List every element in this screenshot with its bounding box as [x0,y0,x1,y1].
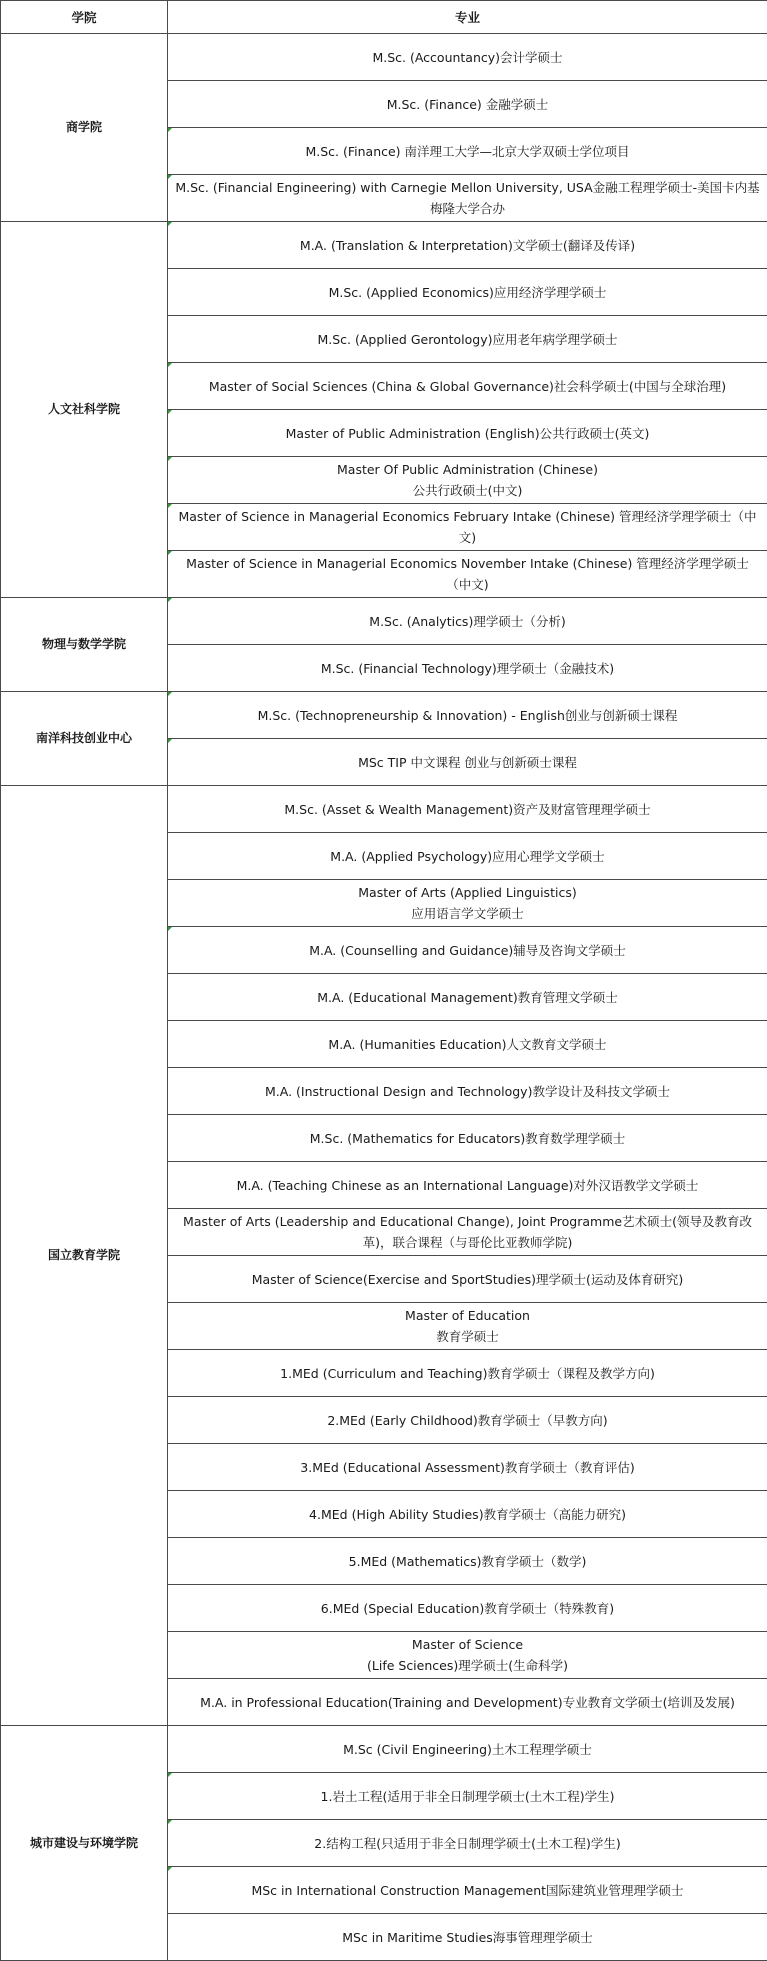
major-name: M.Sc. (Applied Gerontology)应用老年病学理学硕士 [168,316,767,363]
major-name: Master of Social Sciences (China & Global Governance)社会科学硕士(中国与全球治理) [168,363,767,410]
major-name: 3.MEd (Educational Assessment)教育学硕士（教育评估) [168,1444,767,1491]
major-name: M.Sc (Civil Engineering)土木工程理学硕士 [168,1726,767,1773]
major-name: M.A. (Teaching Chinese as an International Language)对外汉语教学文学硕士 [168,1162,767,1209]
major-name: 1.MEd (Curriculum and Teaching)教育学硕士（课程及教学方向) [168,1350,767,1397]
table-row [1,1726,767,1773]
major-name: M.Sc. (Financial Engineering) with Carnegie Mellon University, USA金融工程理学硕士-美国卡内基梅隆大学合办 [168,175,767,222]
college-name: 物理与数学学院 [1,598,168,692]
college-name: 人文社科学院 [1,222,168,598]
major-name: Master of Science(Exercise and SportStudies)理学硕士(运动及体育研究) [168,1256,767,1303]
major-name: M.A. in Professional Education(Training and Development)专业教育文学硕士(培训及发展) [168,1679,767,1726]
major-name: M.A. (Translation & Interpretation)文学硕士(翻译及传译) [168,222,767,269]
major-name: MSc in Maritime Studies海事管理理学硕士 [168,1914,767,1961]
table-row [1,692,767,739]
major-name: M.Sc. (Applied Economics)应用经济学理学硕士 [168,269,767,316]
major-name: M.A. (Humanities Education)人文教育文学硕士 [168,1021,767,1068]
header-row [1,1,767,34]
college-name: 南洋科技创业中心 [1,692,168,786]
major-name: M.Sc. (Asset & Wealth Management)资产及财富管理理学硕士 [168,786,767,833]
table-row [1,598,767,645]
major-name: M.Sc. (Financial Technology)理学硕士（金融技术) [168,645,767,692]
college-name: 城市建设与环境学院 [1,1726,168,1961]
college-name: 商学院 [1,34,168,222]
major-name: M.Sc. (Finance) 金融学硕士 [168,81,767,128]
major-name: 4.MEd (High Ability Studies)教育学硕士（高能力研究) [168,1491,767,1538]
major-name: Master Of Public Administration (Chinese) 公共行政硕士(中文) [168,457,767,504]
major-name: Master of Arts (Leadership and Educational Change), Joint Programme艺术硕士(领导及教育改革)，联合课程（与哥伦比亚教师学院) [168,1209,767,1256]
major-name: M.Sc. (Accountancy)会计学硕士 [168,34,767,81]
major-name: 1.岩土工程(适用于非全日制理学硕士(土木工程)学生) [168,1773,767,1820]
header-major: 专业 [168,1,767,34]
major-name: M.Sc. (Analytics)理学硕士（分析) [168,598,767,645]
major-name: 6.MEd (Special Education)教育学硕士（特殊教育) [168,1585,767,1632]
major-name: Master of Science (Life Sciences)理学硕士(生命科学) [168,1632,767,1679]
header-college: 学院 [1,1,168,34]
major-name: MSc in International Construction Management国际建筑业管理理学硕士 [168,1867,767,1914]
major-name: 2.MEd (Early Childhood)教育学硕士（早教方向) [168,1397,767,1444]
table-row [1,222,767,269]
major-name: 2.结构工程(只适用于非全日制理学硕士(土木工程)学生) [168,1820,767,1867]
table-body [1,34,767,1961]
major-name: Master of Science in Managerial Economics November Intake (Chinese) 管理经济学理学硕士（中文) [168,551,767,598]
major-name: Master of Public Administration (English)公共行政硕士(英文) [168,410,767,457]
major-name: 5.MEd (Mathematics)教育学硕士（数学) [168,1538,767,1585]
major-name: M.A. (Counselling and Guidance)辅导及咨询文学硕士 [168,927,767,974]
table-row [1,786,767,833]
major-name: M.Sc. (Technopreneurship & Innovation) - English创业与创新硕士课程 [168,692,767,739]
major-name: M.A. (Educational Management)教育管理文学硕士 [168,974,767,1021]
major-name: M.A. (Instructional Design and Technology)教学设计及科技文学硕士 [168,1068,767,1115]
major-name: M.A. (Applied Psychology)应用心理学文学硕士 [168,833,767,880]
major-name: Master of Education 教育学硕士 [168,1303,767,1350]
major-name: Master of Arts (Applied Linguistics) 应用语言学文学硕士 [168,880,767,927]
major-name: MSc TIP 中文课程 创业与创新硕士课程 [168,739,767,786]
major-name: M.Sc. (Mathematics for Educators)教育数学理学硕士 [168,1115,767,1162]
table-row [1,34,767,81]
major-name: Master of Science in Managerial Economics February Intake (Chinese) 管理经济学理学硕士（中文) [168,504,767,551]
college-name: 国立教育学院 [1,786,168,1726]
major-name: M.Sc. (Finance) 南洋理工大学—北京大学双硕士学位项目 [168,128,767,175]
